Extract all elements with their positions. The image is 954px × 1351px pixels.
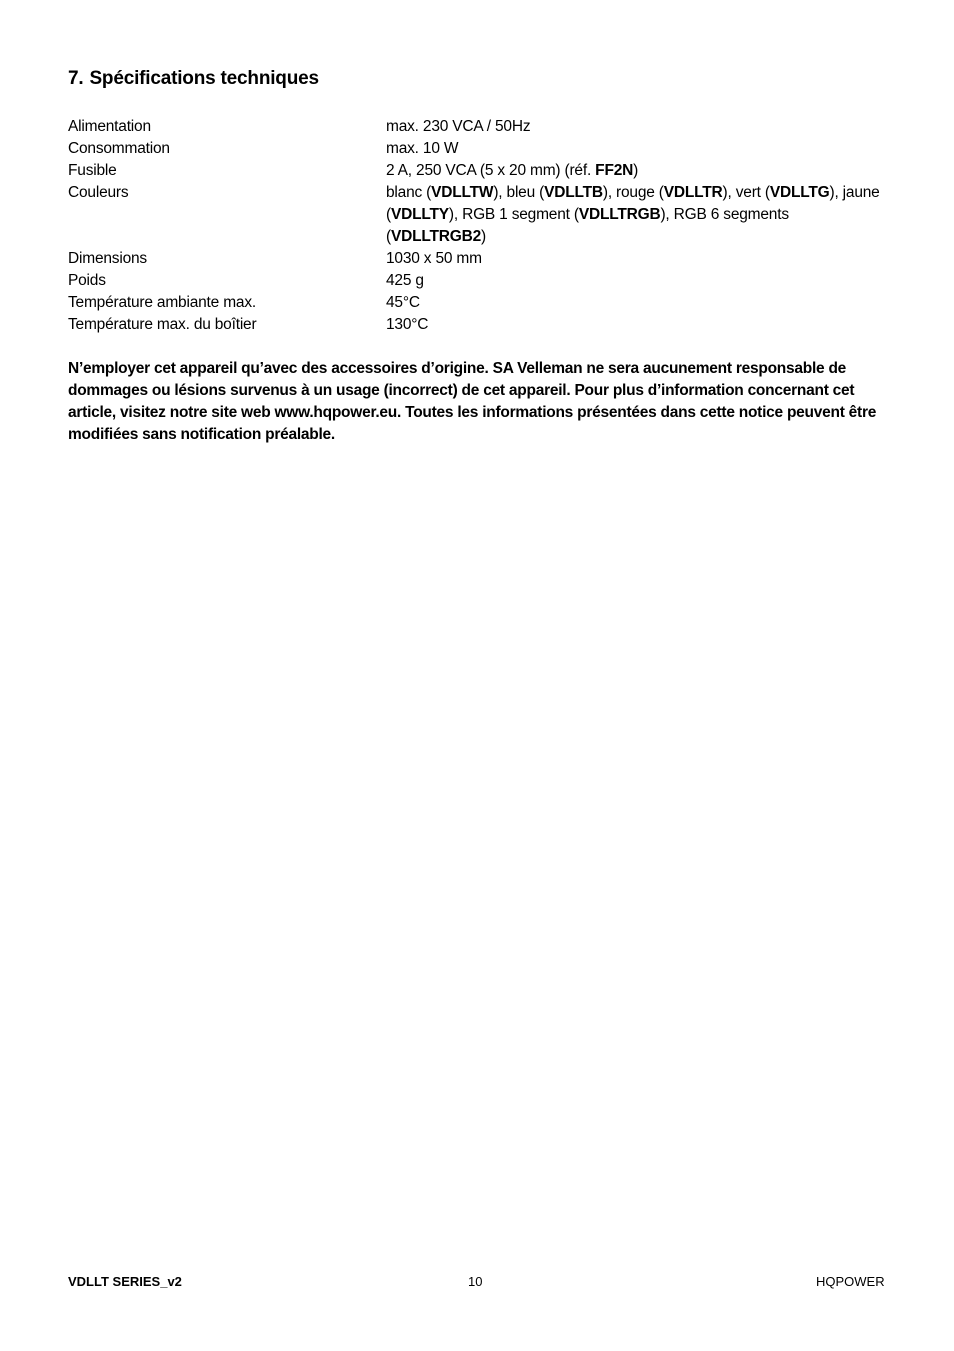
spec-value — [386, 182, 888, 248]
spec-row — [68, 160, 888, 182]
model-code: VDLLTRGB — [578, 206, 661, 223]
section-title: Spécifications techniques — [89, 68, 319, 89]
spec-text: max. 10 W — [386, 140, 459, 157]
spec-value — [386, 248, 888, 270]
model-code: FF2N — [595, 162, 634, 179]
spec-text: ), RGB 6 segments ( — [386, 206, 789, 245]
spec-text: ) — [633, 162, 639, 179]
spec-text: ), jaune ( — [386, 184, 880, 223]
spec-value — [386, 116, 888, 138]
section-number: 7. — [68, 68, 84, 89]
spec-value — [386, 314, 888, 336]
spec-text: max. 230 VCA / 50Hz — [386, 118, 531, 135]
model-code: VDLLTB — [544, 184, 603, 201]
model-code: VDLLTG — [769, 184, 830, 201]
spec-row — [68, 270, 888, 292]
model-code: VDLLTY — [390, 206, 449, 223]
model-code: VDLLTW — [431, 184, 494, 201]
spec-label: Dimensions — [68, 250, 147, 267]
spec-value — [386, 160, 888, 182]
spec-row — [68, 248, 888, 270]
spec-label: Couleurs — [68, 184, 129, 201]
footer-page-number: 10 — [468, 1274, 483, 1289]
spec-value — [386, 270, 888, 292]
model-code: VDLLTRGB2 — [390, 228, 482, 245]
spec-row — [68, 182, 888, 248]
spec-text: 1030 x 50 mm — [386, 250, 482, 267]
section-heading — [68, 68, 319, 90]
spec-row — [68, 138, 888, 160]
spec-label: Poids — [68, 272, 106, 289]
spec-label: Consommation — [68, 140, 170, 157]
spec-text: ), RGB 1 segment ( — [448, 206, 579, 223]
spec-row — [68, 292, 888, 314]
spec-label: Température ambiante max. — [68, 294, 256, 311]
spec-text: blanc ( — [386, 184, 432, 201]
model-code: VDLLTR — [663, 184, 723, 201]
spec-row — [68, 314, 888, 336]
spec-label: Alimentation — [68, 118, 151, 135]
spec-text: 425 g — [386, 272, 424, 289]
spec-text: ), rouge ( — [602, 184, 664, 201]
spec-text: 2 A, 250 VCA (5 x 20 mm) (réf. — [386, 162, 596, 179]
spec-text: 130°C — [386, 316, 429, 333]
spec-row — [68, 116, 888, 138]
spec-label: Fusible — [68, 162, 117, 179]
footer-document-id: VDLLT SERIES_v2 — [68, 1274, 182, 1289]
spec-text: ) — [481, 228, 486, 245]
spec-label: Température max. du boîtier — [68, 316, 257, 333]
spec-value — [386, 292, 888, 314]
spec-table — [68, 116, 888, 336]
spec-text: ), bleu ( — [493, 184, 545, 201]
footer-brand: HQPOWER — [816, 1274, 885, 1289]
spec-text: 45°C — [386, 294, 420, 311]
spec-text: ), vert ( — [722, 184, 770, 201]
spec-value — [386, 138, 888, 160]
disclaimer-notice: N’employer cet appareil qu’avec des accessoires d’origine. SA Velleman ne sera aucunement responsable de dommages ou lésions survenus à un usage (incorrect) de cet appareil. Pour plus d’information concernant cet article, visitez notre site web www.hqpower.eu. Toutes les informations présentées dans cette notice peuvent être modifiées sans notification préalable. — [68, 360, 877, 443]
